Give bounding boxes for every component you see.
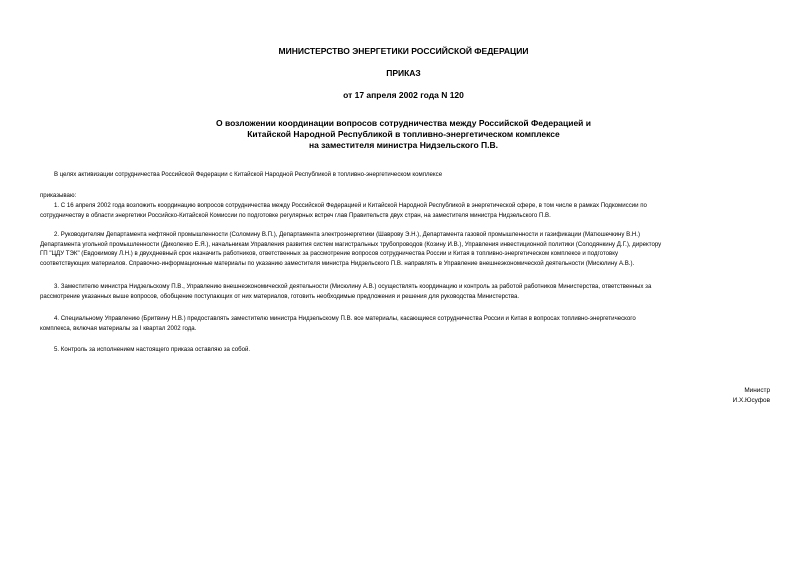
paragraph-5 (40, 345, 770, 355)
paragraph-line: В целях активизации сотрудничества Российской Федерации с Китайской Народной Республикой в топливно-энергетическом комплексе (54, 171, 443, 178)
signature-title: Министр (744, 387, 770, 394)
document-date-number: от 17 апреля 2002 года N 120 (343, 90, 464, 100)
paragraph-line: сотрудничеству в области энергетики Российско-Китайской Комиссии по подготовке регулярных встреч глав Правительств двух стран, на заместителя министра Нидзельского П.В. (40, 211, 551, 219)
paragraph-1 (40, 201, 770, 220)
paragraph-line: 1. С 16 апреля 2002 года возложить координацию вопросов сотрудничества между Российской Федерацией и Китайской Народной Республикой в энергетической сфере, в том числе в рамках Подкомиссии по (54, 202, 647, 209)
paragraph-3 (40, 282, 770, 301)
paragraph-line: 2. Руководителям Департамента нефтяной промышленности (Соломину В.П.), Департамента электроэнергетики (Шаврову Э.Н.), Департамента газовой промышленности и газификации (Матюшечкину В.Н.) (54, 231, 641, 238)
paragraph-2 (40, 230, 770, 268)
title-line: Китайской Народной Республикой в топливно-энергетическом комплексе (247, 129, 560, 139)
paragraph-line: Департамента угольной промышленности (Диколенко Е.Я.), начальникам Управления развития систем магистральных трубопроводов (Козину И.В.), Управления инвестиционной политики (Солодянкину Д.Г.), директору (40, 240, 662, 248)
paragraph-line: рассмотрение указанных выше вопросов, обобщение поступающих от них материалов, готовить необходимые предложения и решения для руководства Министерства. (40, 292, 520, 300)
document-title (0, 118, 807, 151)
paragraph-line: приказываю: (40, 192, 77, 199)
resolve-clause (40, 191, 770, 201)
title-line: на заместителя министра Нидзельского П.В. (308, 140, 499, 150)
paragraph-line: 3. Заместителю министра Нидзельскому П.В., Управлению внешнеэкономической деятельности (Мисюлину А.В.) осуществлять координацию и контроль за работой работников Министерства, ответственных за (54, 283, 652, 290)
paragraph-line: соответствующих материалов. Справочно-информационные материалы по указанию заместителя министра Нидзельского П.В. направлять в Управление внешнеэкономической деятельности (Мисюлину А.В.). (40, 259, 635, 267)
paragraph-line: ГП "ЦДУ ТЭК" (Евдокимову Л.Н.) в двухдневный срок назначить работников, ответственных за рассмотрение вопросов сотрудничества России и Китая в топливно-энергетическом комплексе и подготовку (40, 250, 618, 258)
document-type-heading: ПРИКАЗ (386, 68, 421, 78)
paragraph-line: 4. Специальному Управлению (Бритвину Н.В.) предоставлять заместителю министра Нидзельскому П.В. все материалы, касающиеся сотрудничества России и Китая в вопросах топливно-энергетического (54, 315, 636, 322)
signature-name: И.Х.Юсуфов (732, 397, 770, 404)
title-line: О возложении координации вопросов сотрудничества между Российской Федерацией и (216, 118, 591, 128)
paragraph-line: комплекса, включая материалы за I квартал 2002 года. (40, 324, 197, 332)
ministry-heading: МИНИСТЕРСТВО ЭНЕРГЕТИКИ РОССИЙСКОЙ ФЕДЕРАЦИИ (278, 46, 529, 56)
preamble-paragraph (40, 170, 770, 180)
paragraph-4 (40, 314, 770, 333)
paragraph-line: 5. Контроль за исполнением настоящего приказа оставляю за собой. (54, 346, 251, 353)
